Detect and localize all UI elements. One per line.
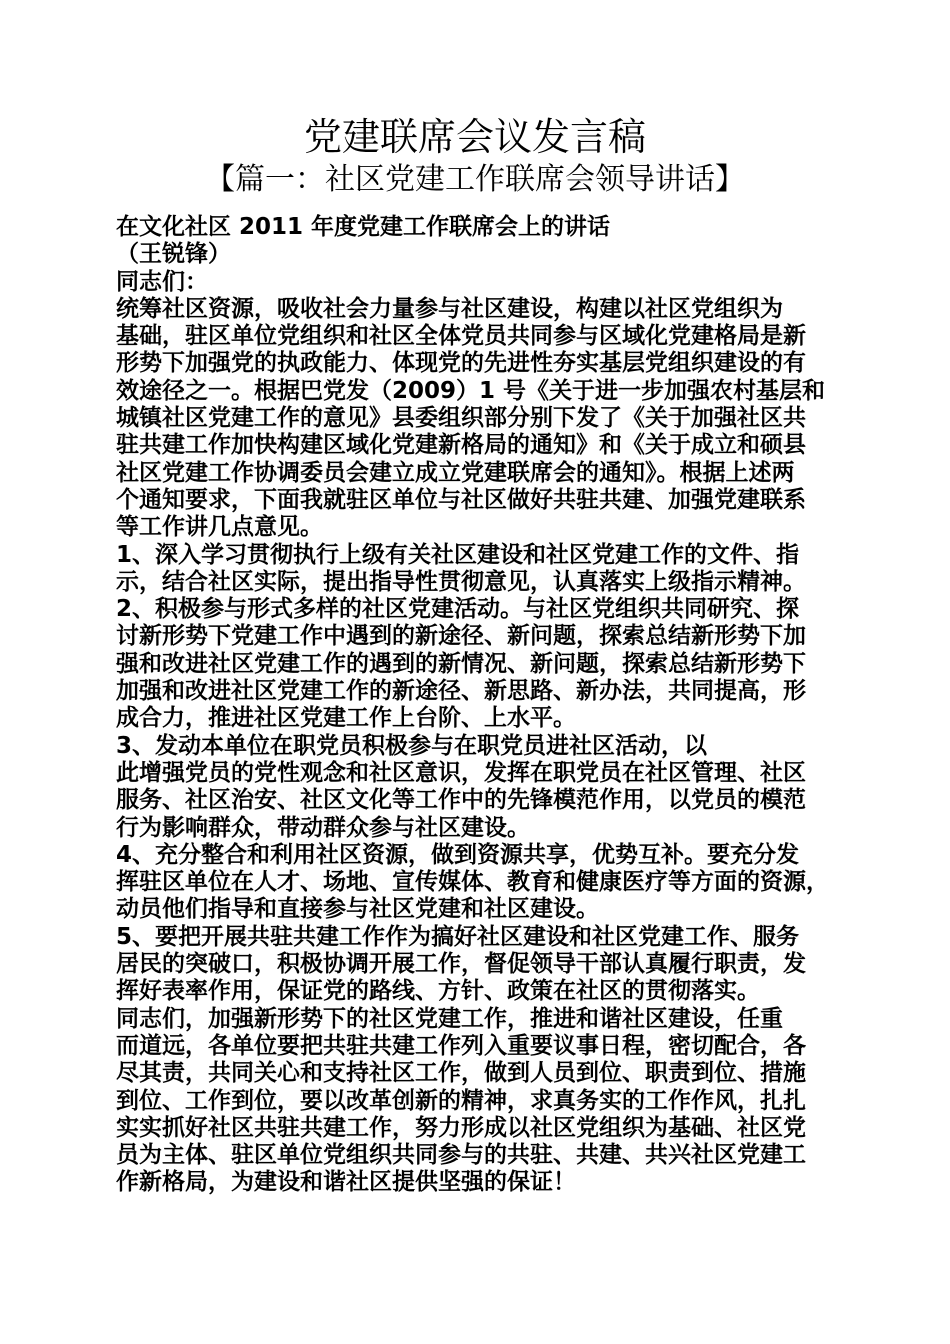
body-line: 尽其责，共同关心和支持社区工作，做到人员到位、职责到位、措施 <box>116 1060 806 1087</box>
body-line: 5、要把开展共驻共建工作作为搞好社区建设和社区党建工作、服务 <box>116 923 800 950</box>
document-title: 党建联席会议发言稿 <box>303 115 646 159</box>
body-line: 挥驻区单位在人才、场地、宣传媒体、教育和健康医疗等方面的资源， <box>116 869 829 896</box>
body-line: 2、积极参与形式多样的社区党建活动。与社区党组织共同研究、探 <box>116 596 800 623</box>
body-line: 而道远，各单位要把共驻共建工作列入重要议事日程，密切配合，各 <box>116 1032 806 1059</box>
body-line: 4、充分整合和利用社区资源，做到资源共享，优势互补。要充分发 <box>116 841 800 868</box>
body-line: 服务、社区治安、社区文化等工作中的先锋模范作用，以党员的模范 <box>116 787 806 814</box>
body-line: 同志们： <box>116 268 208 295</box>
body-line: 行为影响群众，带动群众参与社区建设。 <box>116 814 530 841</box>
body-line: 形势下加强党的执政能力、体现党的先进性夯实基层党组织建设的有 <box>116 350 806 377</box>
body-line: 强和改进社区党建工作的遇到的新情况、新问题，探索总结新形势下 <box>116 650 806 677</box>
body-line: 此增强党员的党性观念和社区意识，发挥在职党员在社区管理、社区 <box>116 759 806 786</box>
body-line: 示，结合社区实际，提出指导性贯彻意见，认真落实上级指示精神。 <box>116 568 806 595</box>
body-line: 统筹社区资源，吸收社会力量参与社区建设，构建以社区党组织为 <box>116 295 783 322</box>
body-line: 到位、工作到位，要以改革创新的精神，求真务实的工作作风，扎扎 <box>116 1087 806 1114</box>
body-line: 等工作讲几点意见。 <box>116 514 323 541</box>
body-line: 动员他们指导和直接参与社区党建和社区建设。 <box>116 896 599 923</box>
body-line: 讨新形势下党建工作中遇到的新途径、新问题，探索总结新形势下加 <box>116 623 806 650</box>
body-line: 员为主体、驻区单位党组织共同参与的共驻、共建、共兴社区党建工 <box>116 1142 806 1169</box>
body-line: 社区党建工作协调委员会建立成立党建联席会的通知》。根据上述两 <box>116 459 795 486</box>
body-line: 加强和改进社区党建工作的新途径、新思路、新办法，共同提高，形 <box>116 678 806 705</box>
body-line: 在文化社区 2011 年度党建工作联席会上的讲话 <box>116 214 611 240</box>
body-line: 实实抓好社区共驻共建工作，努力形成以社区党组织为基础、社区党 <box>116 1114 806 1141</box>
body-line: 个通知要求，下面我就驻区单位与社区做好共驻共建、加强党建联系 <box>116 486 806 513</box>
body-line: 同志们，加强新形势下的社区党建工作，推进和谐社区建设，任重 <box>116 1005 783 1032</box>
body-line: 作新格局，为建设和谐社区提供坚强的保证！ <box>116 1169 576 1196</box>
document-subtitle: 【篇一：社区党建工作联席会领导讲话】 <box>205 162 745 197</box>
document-body <box>116 214 840 1197</box>
body-line: 基础，驻区单位党组织和社区全体党员共同参与区域化党建格局是新 <box>116 323 806 350</box>
body-line: 城镇社区党建工作的意见》县委组织部分别下发了《关于加强社区共 <box>116 405 806 432</box>
body-line: 挥好表率作用，保证党的路线、方针、政策在社区的贯彻落实。 <box>116 978 760 1005</box>
body-line: 成合力，推进社区党建工作上台阶、上水平。 <box>116 705 576 732</box>
body-line: 驻共建工作加快构建区域化党建新格局的通知》和《关于成立和硕县 <box>116 432 806 459</box>
body-line: 1、深入学习贯彻执行上级有关社区建设和社区党建工作的文件、指 <box>116 541 800 568</box>
body-line: （王锐锋） <box>116 241 231 268</box>
body-line: 居民的突破口，积极协调开展工作，督促领导干部认真履行职责，发 <box>116 951 806 978</box>
body-line: 3、发动本单位在职党员积极参与在职党员进社区活动，以 <box>116 732 708 759</box>
body-line: 效途径之一。根据巴党发（2009）1 号《关于进一步加强农村基层和 <box>116 377 826 404</box>
